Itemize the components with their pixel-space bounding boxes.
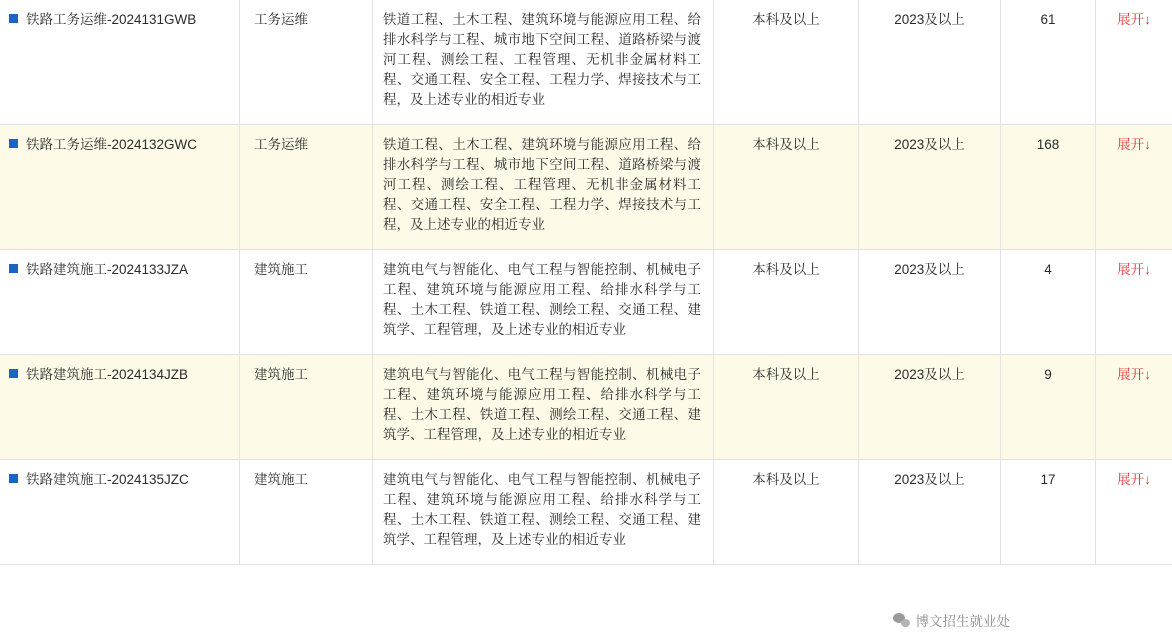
post-name: 铁路建筑施工-2024133JZA (26, 262, 189, 277)
table-row (0, 250, 1172, 355)
bullet-square-icon (9, 14, 18, 23)
cell-major-requirement: 铁道工程、土木工程、建筑环境与能源应用工程、给排水科学与工程、城市地下空间工程、道路桥梁与渡河工程、测绘工程、工程管理、无机非金属材料工程、交通工程、安全工程、工程力学、焊接技术与工程，及上述专业的相近专业 (373, 125, 714, 250)
cell-post (0, 460, 240, 565)
cell-major-requirement: 建筑电气与智能化、电气工程与智能控制、机械电子工程、建筑环境与能源应用工程、给排水科学与工程、土木工程、铁道工程、测绘工程、交通工程、建筑学、工程管理，及上述专业的相近专业 (373, 355, 714, 460)
cell-post (0, 355, 240, 460)
table-row (0, 460, 1172, 565)
cell-action (1096, 125, 1172, 250)
cell-education: 本科及以上 (714, 0, 859, 125)
cell-post-type: 建筑施工 (240, 460, 373, 565)
bullet-square-icon (9, 474, 18, 483)
expand-link[interactable]: 展开↓ (1117, 137, 1151, 152)
cell-education: 本科及以上 (714, 460, 859, 565)
cell-action (1096, 460, 1172, 565)
expand-link[interactable]: 展开↓ (1117, 12, 1151, 27)
cell-post (0, 250, 240, 355)
post-name: 铁路工务运维-2024132GWC (26, 137, 198, 152)
bullet-square-icon (9, 264, 18, 273)
cell-action (1096, 355, 1172, 460)
post-name: 铁路工务运维-2024131GWB (26, 12, 197, 27)
expand-link[interactable]: 展开↓ (1117, 367, 1151, 382)
table-row (0, 0, 1172, 125)
cell-major-requirement: 铁道工程、土木工程、建筑环境与能源应用工程、给排水科学与工程、城市地下空间工程、道路桥梁与渡河工程、测绘工程、工程管理、无机非金属材料工程、交通工程、安全工程、工程力学、焊接技术与工程，及上述专业的相近专业 (373, 0, 714, 125)
cell-post (0, 0, 240, 125)
cell-action (1096, 250, 1172, 355)
post-name: 铁路建筑施工-2024134JZB (26, 367, 189, 382)
cell-headcount: 9 (1001, 355, 1096, 460)
cell-headcount: 4 (1001, 250, 1096, 355)
cell-action (1096, 0, 1172, 125)
cell-graduation-year: 2023及以上 (859, 250, 1001, 355)
wechat-icon (893, 613, 910, 627)
cell-major-requirement: 建筑电气与智能化、电气工程与智能控制、机械电子工程、建筑环境与能源应用工程、给排水科学与工程、土木工程、铁道工程、测绘工程、交通工程、建筑学、工程管理，及上述专业的相近专业 (373, 250, 714, 355)
cell-headcount: 61 (1001, 0, 1096, 125)
cell-post-type: 工务运维 (240, 0, 373, 125)
cell-education: 本科及以上 (714, 125, 859, 250)
bullet-square-icon (9, 139, 18, 148)
cell-graduation-year: 2023及以上 (859, 125, 1001, 250)
post-name: 铁路建筑施工-2024135JZC (26, 472, 189, 487)
table-row (0, 355, 1172, 460)
cell-post-type: 建筑施工 (240, 355, 373, 460)
cell-graduation-year: 2023及以上 (859, 460, 1001, 565)
expand-link[interactable]: 展开↓ (1117, 262, 1151, 277)
watermark (893, 610, 1011, 630)
cell-graduation-year: 2023及以上 (859, 355, 1001, 460)
cell-post (0, 125, 240, 250)
cell-education: 本科及以上 (714, 250, 859, 355)
cell-post-type: 建筑施工 (240, 250, 373, 355)
cell-major-requirement: 建筑电气与智能化、电气工程与智能控制、机械电子工程、建筑环境与能源应用工程、给排水科学与工程、土木工程、铁道工程、测绘工程、交通工程、建筑学、工程管理，及上述专业的相近专业 (373, 460, 714, 565)
cell-headcount: 17 (1001, 460, 1096, 565)
expand-link[interactable]: 展开↓ (1117, 472, 1151, 487)
table-row (0, 125, 1172, 250)
bullet-square-icon (9, 369, 18, 378)
cell-graduation-year: 2023及以上 (859, 0, 1001, 125)
cell-post-type: 工务运维 (240, 125, 373, 250)
cell-headcount: 168 (1001, 125, 1096, 250)
watermark-text: 博文招生就业处 (915, 614, 1010, 629)
cell-education: 本科及以上 (714, 355, 859, 460)
